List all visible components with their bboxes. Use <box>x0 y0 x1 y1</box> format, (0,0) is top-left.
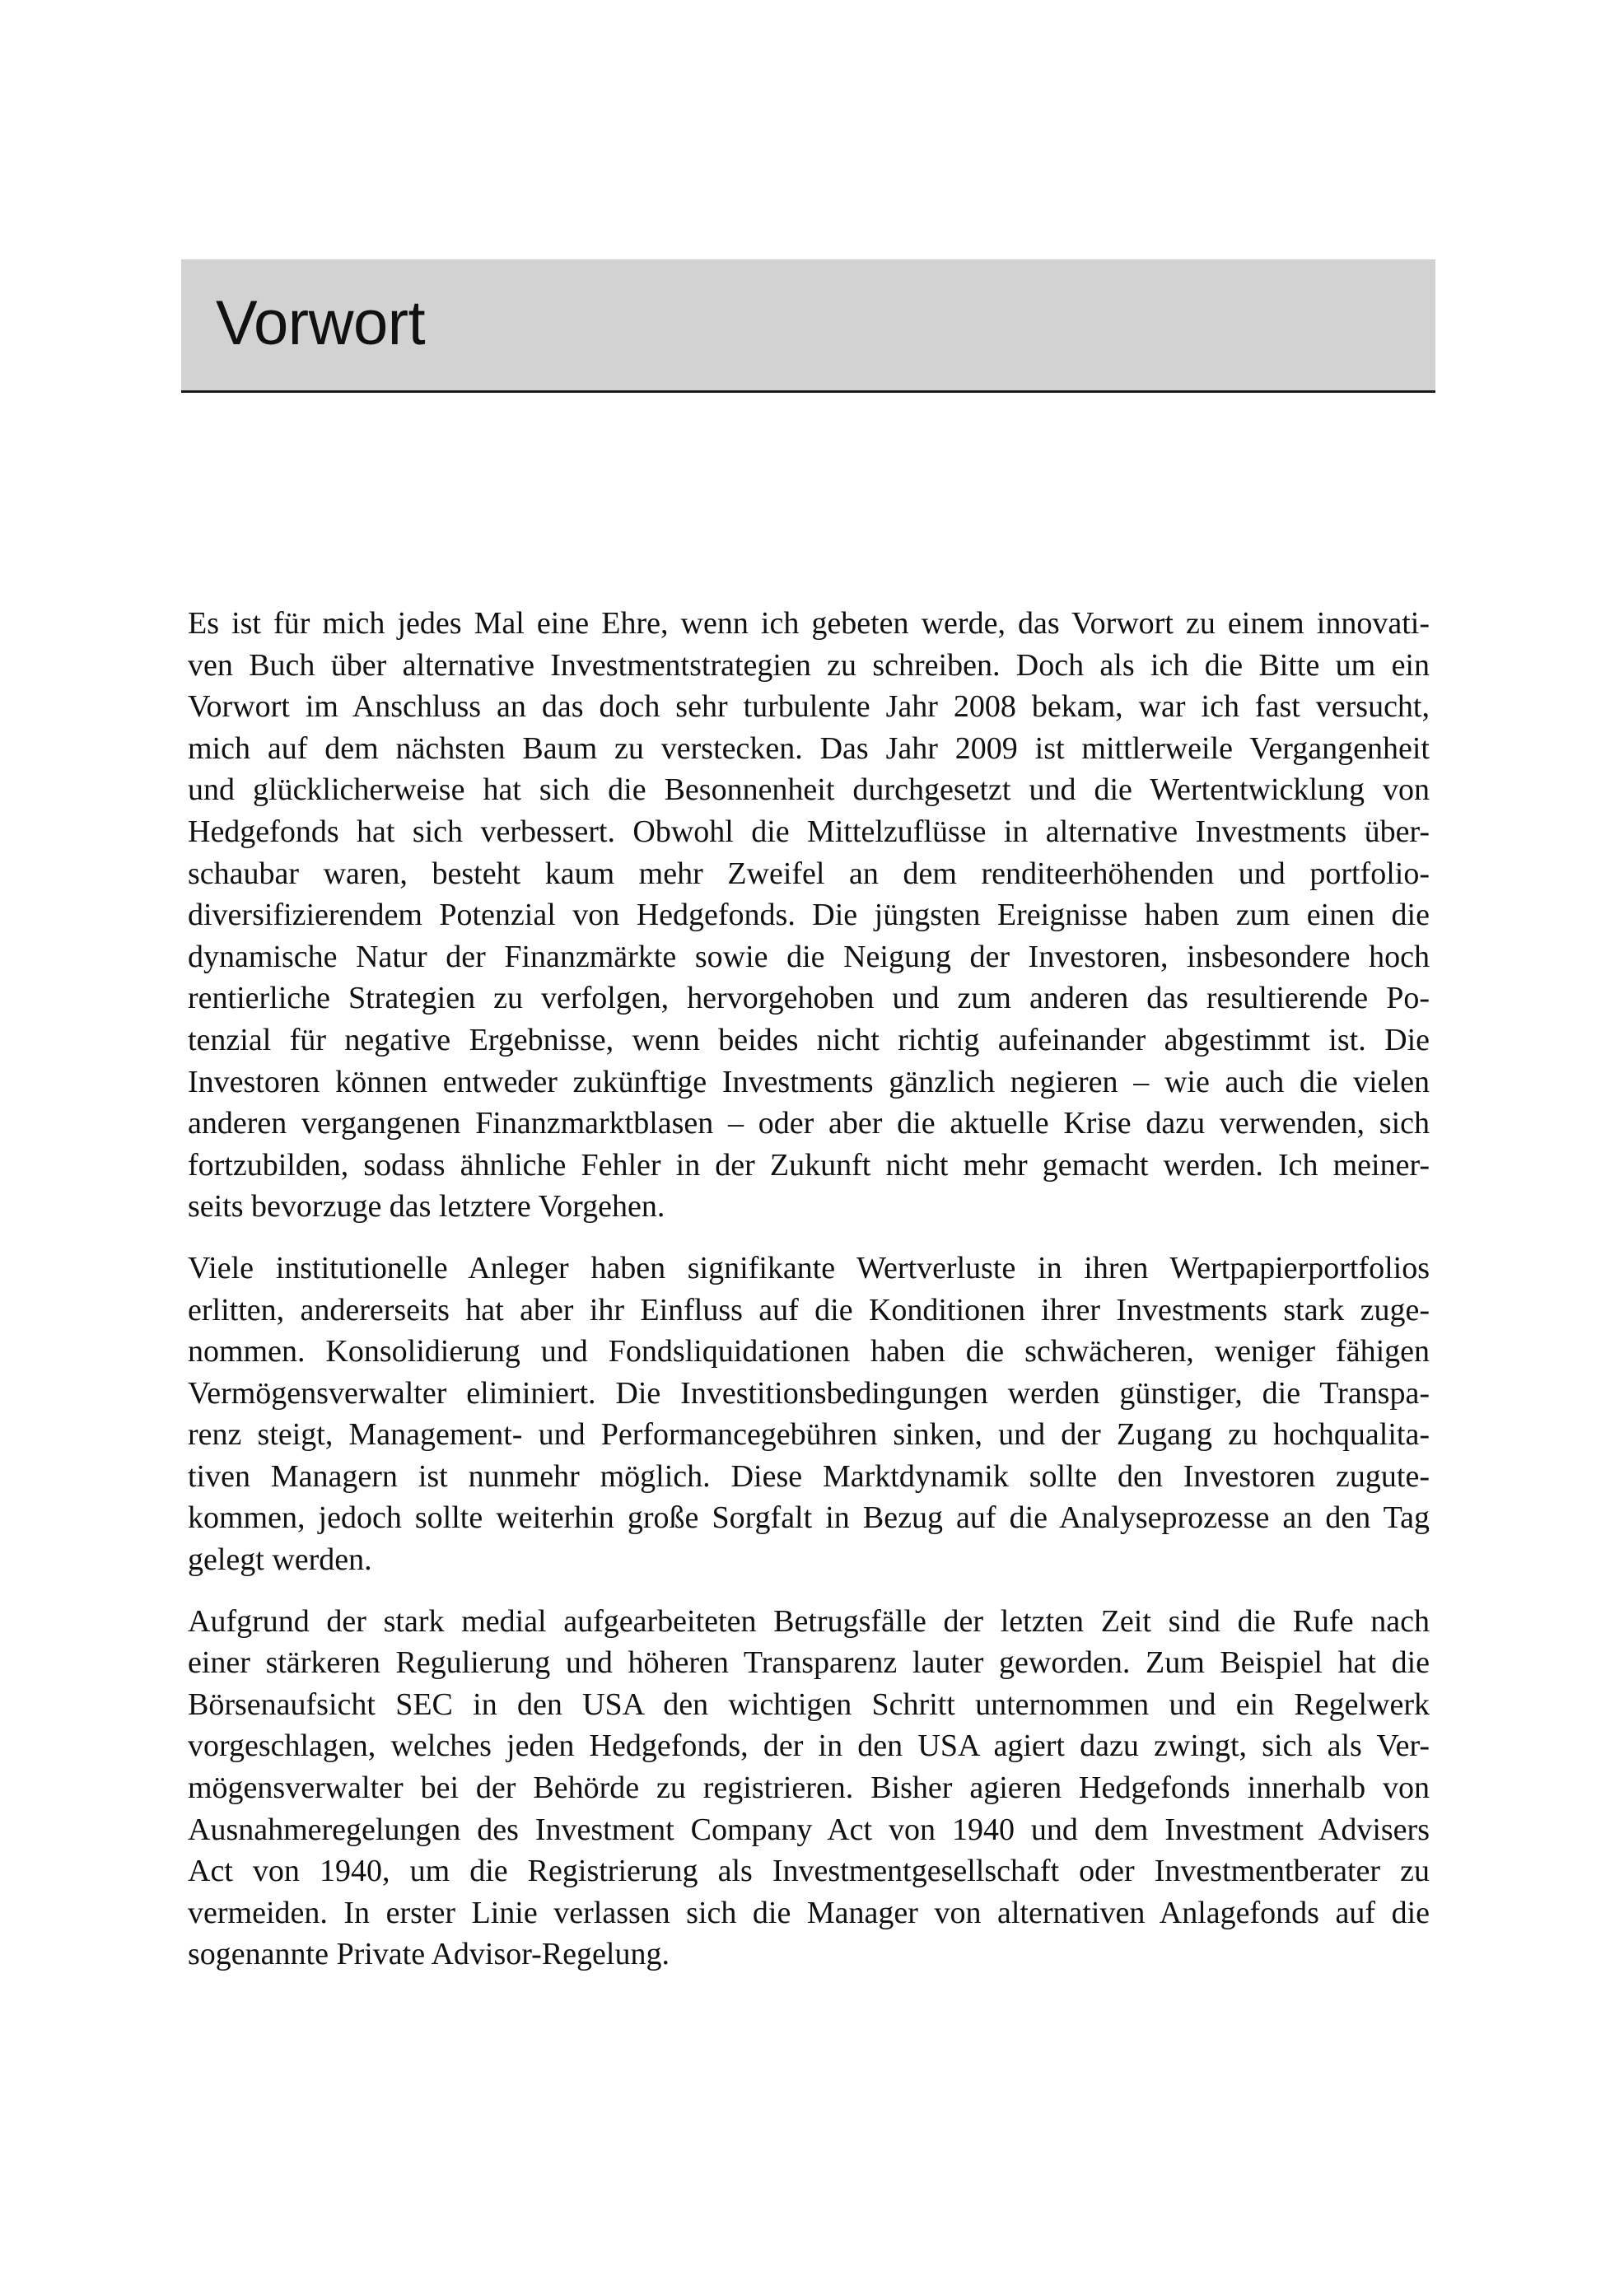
paragraph <box>188 603 1430 1228</box>
text-line: einer stärkeren Regulierung und höheren Transparenz lauter geworden. Zum Beispiel hat die <box>188 1645 1430 1681</box>
text-line: Ausnahmeregelungen des Investment Company Act von 1940 und dem Investment Advisers <box>188 1812 1430 1847</box>
text-line: Act von 1940, um die Registrierung als Investmentgesellschaft oder Investmentberater zu <box>188 1854 1430 1889</box>
text-line: rentierliche Strategien zu verfolgen, hervorgehoben und zum anderen das resultierende Po- <box>188 981 1430 1016</box>
text-line: renz steigt, Management- und Performancegebühren sinken, und der Zugang zu hochqualita- <box>188 1417 1430 1453</box>
text-line: fortzubilden, sodass ähnliche Fehler in der Zukunft nicht mehr gemacht werden. Ich meiner- <box>188 1147 1430 1183</box>
text-line: ven Buch über alternative Investmentstrategien zu schreiben. Doch als ich die Bitte um ein <box>188 647 1430 683</box>
text-line: dynamische Natur der Finanzmärkte sowie die Neigung der Investoren, insbesondere hoch <box>188 939 1430 974</box>
paragraph <box>188 1248 1430 1581</box>
text-line: mich auf dem nächsten Baum zu verstecken. Das Jahr 2009 ist mittlerweile Vergangenheit <box>188 730 1430 766</box>
body-text <box>188 603 1430 1995</box>
text-line: gelegt werden. <box>188 1542 372 1578</box>
text-line: vorgeschlagen, welches jeden Hedgefonds, der in den USA agiert dazu zwingt, sich als Ver- <box>188 1728 1430 1764</box>
text-line: seits bevorzuge das letztere Vorgehen. <box>188 1189 665 1225</box>
text-line: Viele institutionelle Anleger haben signifikante Wertverluste in ihren Wertpapierportfolios <box>188 1250 1430 1285</box>
text-line: Investoren können entweder zukünftige Investments gänzlich negieren – wie auch die vielen <box>188 1064 1430 1099</box>
text-line: schaubar waren, besteht kaum mehr Zweifel an dem renditeerhöhenden und portfolio- <box>188 856 1430 891</box>
text-line: Es ist für mich jedes Mal eine Ehre, wenn ich gebeten werde, das Vorwort zu einem innovati- <box>188 606 1430 641</box>
text-line: erlitten, andererseits hat aber ihr Einfluss auf die Konditionen ihrer Investments stark zuge- <box>188 1292 1430 1327</box>
text-line: und glücklicherweise hat sich die Besonnenheit durchgesetzt und die Wertentwicklung von <box>188 772 1430 808</box>
text-line: Vorwort im Anschluss an das doch sehr turbulente Jahr 2008 bekam, war ich fast versucht, <box>188 689 1430 725</box>
text-line: mögensverwalter bei der Behörde zu registrieren. Bisher agieren Hedgefonds innerhalb von <box>188 1770 1430 1806</box>
text-line: anderen vergangenen Finanzmarktblasen – oder aber die aktuelle Krise dazu verwenden, sich <box>188 1106 1430 1141</box>
text-line: tenzial für negative Ergebnisse, wenn beides nicht richtig aufeinander abgestimmt ist. Die <box>188 1022 1430 1057</box>
chapter-title: Vorwort <box>216 288 426 358</box>
text-line: nommen. Konsolidierung und Fondsliquidationen haben die schwächeren, weniger fähigen <box>188 1334 1430 1369</box>
chapter-header-bar <box>181 259 1435 393</box>
text-line: Börsenaufsicht SEC in den USA den wichtigen Schritt unternommen und ein Regelwerk <box>188 1687 1430 1722</box>
text-line: Hedgefonds hat sich verbessert. Obwohl die Mittelzuflüsse in alternative Investments über- <box>188 814 1430 849</box>
text-line: sogenannte Private Advisor-Regelung. <box>188 1937 670 1972</box>
text-line: Aufgrund der stark medial aufgearbeiteten Betrugsfälle der letzten Zeit sind die Rufe nach <box>188 1603 1430 1639</box>
text-line: vermeiden. In erster Linie verlassen sich die Manager von alternativen Anlagefonds auf die <box>188 1895 1430 1930</box>
text-line: diversifizierendem Potenzial von Hedgefonds. Die jüngsten Ereignisse haben zum einen die <box>188 898 1430 933</box>
text-line: kommen, jedoch sollte weiterhin große Sorgfalt in Bezug auf die Analyseprozesse an den Tag <box>188 1500 1430 1536</box>
text-line: Vermögensverwalter eliminiert. Die Investitionsbedingungen werden günstiger, die Transpa- <box>188 1375 1430 1411</box>
text-line: tiven Managern ist nunmehr möglich. Diese Marktdynamik sollte den Investoren zugute- <box>188 1458 1430 1494</box>
paragraph <box>188 1601 1430 1976</box>
